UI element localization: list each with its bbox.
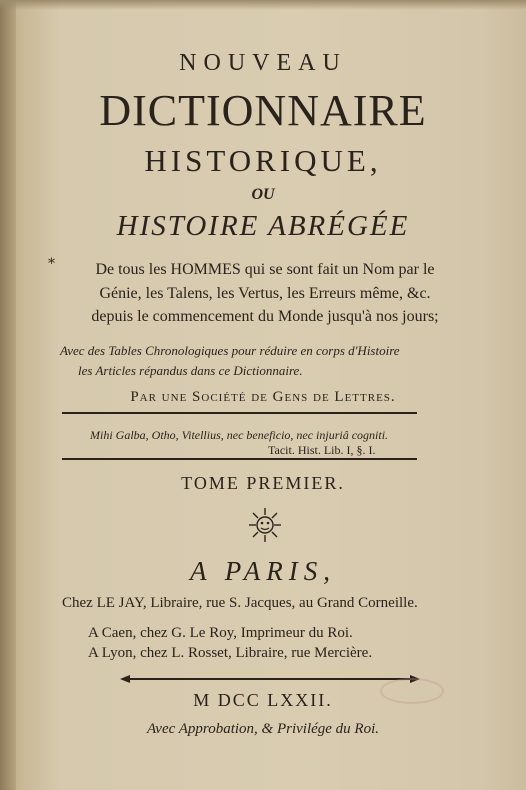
title-line-dictionnaire: DICTIONNAIRE bbox=[99, 86, 427, 135]
ornamental-dash-rule bbox=[120, 674, 420, 684]
page-top-shadow bbox=[0, 0, 526, 10]
authors-line: Par une Société de Gens de Lettres. bbox=[130, 389, 396, 405]
printer-ornament-icon bbox=[247, 506, 283, 544]
title-line-nouveau: NOUVEAU bbox=[179, 50, 347, 76]
epigraph-quote: Mihi Galba, Otho, Vitellius, nec beneficio, nec injuriâ cogniti. bbox=[90, 428, 389, 442]
asterisk-mark: * bbox=[48, 256, 55, 272]
tables-note-line-1: Avec des Tables Chronologiques pour réduire en corps d'Histoire bbox=[60, 343, 400, 358]
volume-title: TOME PREMIER. bbox=[181, 473, 345, 493]
publication-year: M DCC LXXII. bbox=[193, 690, 333, 710]
description-line-2: Génie, les Talens, les Vertus, les Erreurs même, &c. bbox=[99, 285, 431, 302]
publisher-line-caen: A Caen, chez G. Le Roy, Imprimeur du Roi. bbox=[88, 625, 353, 641]
imprint-city: A PARIS, bbox=[190, 556, 336, 586]
publisher-line-paris: Chez LE JAY, Libraire, rue S. Jacques, au Grand Corneille. bbox=[62, 595, 418, 611]
bottom-rule bbox=[62, 458, 417, 460]
top-rule bbox=[62, 412, 417, 414]
description-line-3: depuis le commencement du Monde jusqu'à nos jours; bbox=[91, 308, 439, 325]
title-line-histoire-abregee: HISTOIRE ABRÉGÉE bbox=[116, 210, 410, 242]
description-line-1: De tous les HOMMES qui se sont fait un Nom par le bbox=[95, 261, 435, 278]
tables-note-line-2: les Articles répandus dans ce Dictionnaire. bbox=[78, 363, 303, 378]
publisher-line-lyon: A Lyon, chez L. Rosset, Libraire, rue Mercière. bbox=[88, 645, 373, 661]
epigraph-source: Tacit. Hist. Lib. I, §. I. bbox=[268, 443, 376, 457]
approbation-line: Avec Approbation, & Privilége du Roi. bbox=[146, 721, 380, 737]
title-line-historique: HISTORIQUE, bbox=[144, 143, 382, 178]
title-line-ou: OU bbox=[251, 186, 275, 203]
